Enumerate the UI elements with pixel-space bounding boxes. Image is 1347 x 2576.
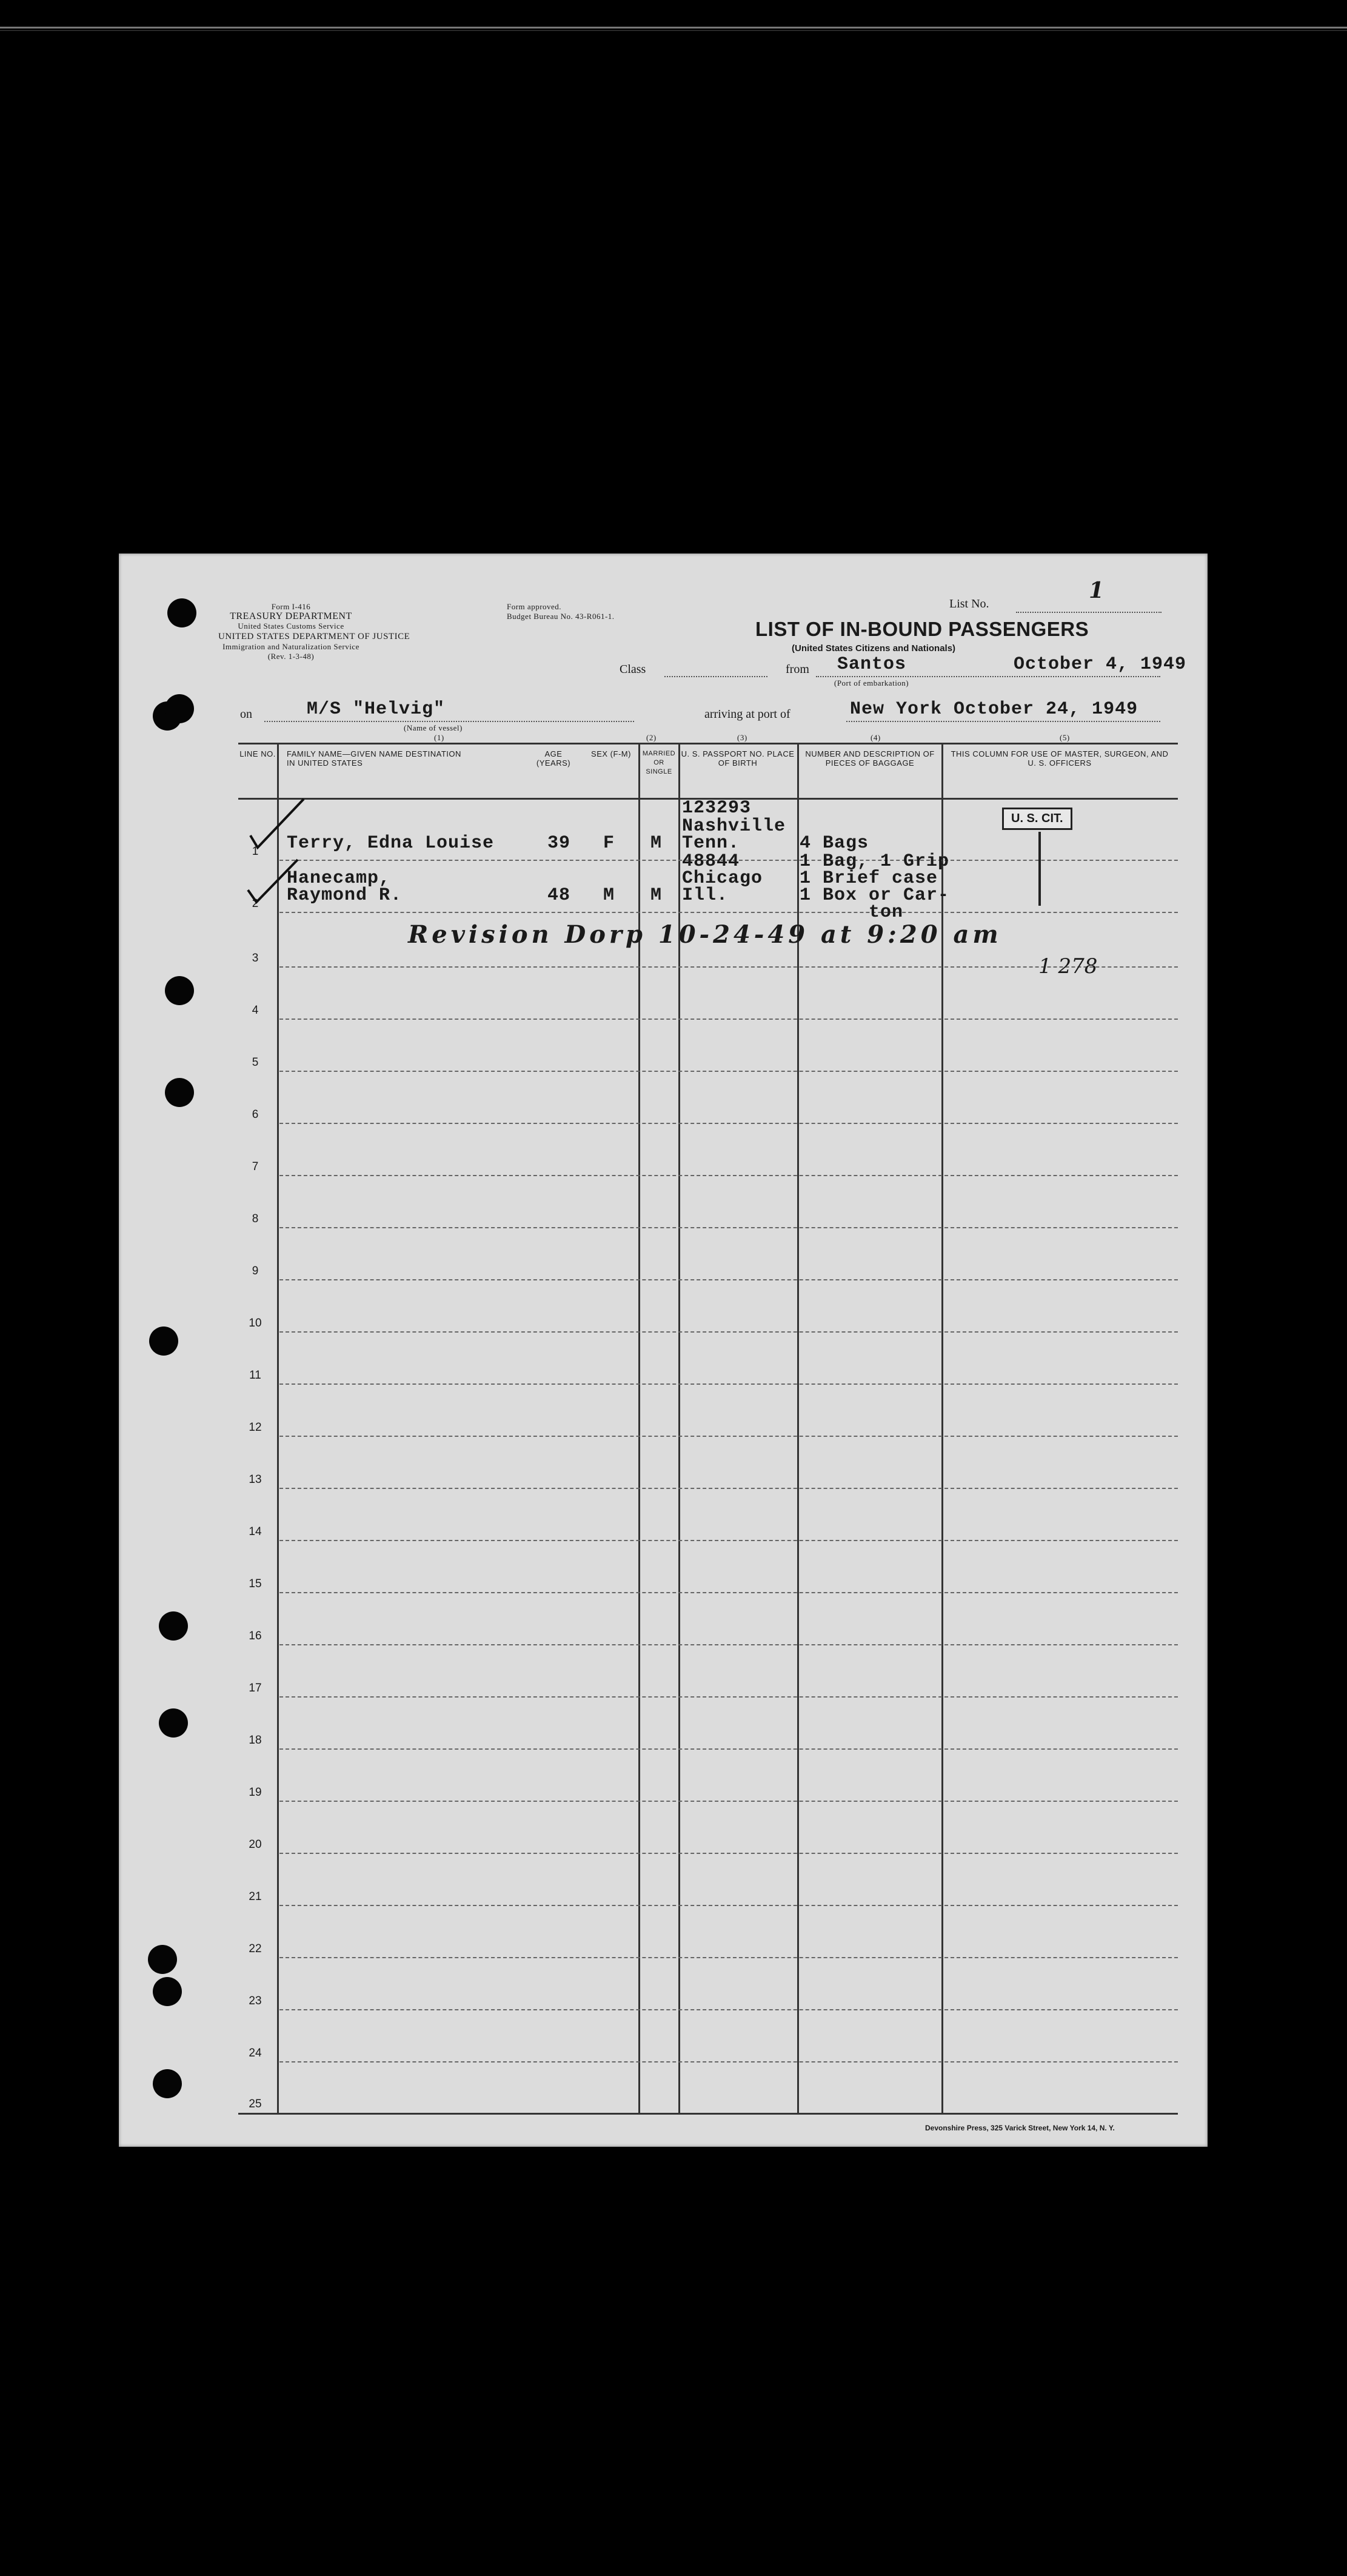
line-number: 21 [249, 1890, 262, 1903]
top-border-line-2 [0, 30, 1347, 31]
col-baggage: NUMBER AND DESCRIPTION OF PIECES OF BAGGAGE [805, 749, 935, 768]
col-divider [638, 744, 640, 2113]
line-number: 15 [249, 1577, 262, 1590]
list-no-value: 1 [1089, 578, 1105, 603]
baggage: 1 Bag, 1 Grip [800, 851, 950, 872]
class-line [664, 676, 767, 677]
col-divider [277, 744, 279, 2113]
embark-caption: (Port of embarkation) [834, 678, 909, 687]
punch-hole [165, 1078, 194, 1107]
col-divider [941, 744, 943, 2113]
baggage: 1 Brief case [800, 868, 938, 889]
punch-hole [159, 1611, 188, 1641]
punch-hole [153, 1977, 182, 2006]
passenger-name: Hanecamp, [287, 868, 391, 889]
row-line [279, 1227, 1178, 1228]
row-line [279, 1853, 1178, 1854]
col-num-4: (4) [871, 733, 881, 742]
passenger-marital: M [650, 833, 663, 854]
col-num-1: (1) [434, 733, 444, 742]
line-number: 25 [249, 2098, 262, 2110]
birth-city: Nashville [682, 816, 786, 837]
passenger-name-given: Raymond R. [287, 885, 403, 906]
row-line [279, 2061, 1178, 2062]
line-number: 6 [252, 1108, 259, 1121]
top-border-line [0, 27, 1347, 28]
line-number: 20 [249, 1838, 262, 1851]
on-label: on [240, 708, 252, 721]
passport-number: 48844 [682, 851, 740, 872]
col-name: FAMILY NAME—GIVEN NAME DESTINATION IN UNITED STATES [287, 749, 461, 768]
row-line [279, 2009, 1178, 2010]
row-line [279, 1175, 1178, 1176]
birth-state: Tenn. [682, 833, 740, 854]
baggage: 4 Bags [800, 833, 869, 854]
passenger-sex: M [603, 885, 615, 906]
row-line [279, 1383, 1178, 1385]
line-number: 2 [252, 897, 259, 910]
passenger-age: 39 [547, 833, 571, 854]
col-married: MARRIED OR SINGLE [642, 750, 676, 775]
line-number: 13 [249, 1473, 262, 1486]
line-number: 12 [249, 1421, 262, 1434]
vessel-caption: (Name of vessel) [404, 723, 463, 732]
col-sex: SEX (F-M) [591, 749, 631, 758]
form-title: LIST OF IN-BOUND PASSENGERS [755, 618, 1089, 640]
row-line [279, 1696, 1178, 1698]
handwritten-note: Revision Dorp 10-24-49 at 9:20 am [408, 920, 1002, 949]
citizenship-stamp: U. S. CIT. [1002, 808, 1072, 830]
row-line [279, 1488, 1178, 1489]
row-line [279, 1436, 1178, 1437]
dept-customs: United States Customs Service [238, 621, 344, 631]
punch-hole [165, 694, 194, 723]
checkmark-icon [238, 744, 311, 926]
punch-hole [149, 1326, 178, 1356]
line-number: 22 [249, 1942, 262, 1955]
col-officers: THIS COLUMN FOR USE OF MASTER, SURGEON, AND U. S. OFFICERS [951, 749, 1169, 768]
row-line [279, 1801, 1178, 1802]
punch-hole [153, 2069, 182, 2098]
list-no-line [1016, 612, 1161, 613]
row-line [279, 1019, 1178, 1020]
row-line [279, 1071, 1178, 1072]
row-line [279, 1123, 1178, 1124]
form-number: Form I-416 [271, 602, 311, 611]
col-num-5: (5) [1060, 733, 1070, 742]
stamp-stem [1038, 832, 1041, 906]
line-number: 8 [252, 1213, 259, 1225]
line-number: 17 [249, 1682, 262, 1694]
class-label: Class [620, 663, 646, 676]
revision: (Rev. 1-3-48) [267, 652, 315, 661]
row-line [279, 1540, 1178, 1541]
passport-number: 123293 [682, 798, 752, 818]
arrival-line [846, 721, 1160, 722]
budget-bureau: Budget Bureau No. 43-R061-1. [507, 612, 615, 621]
line-number: 11 [249, 1369, 261, 1382]
from-line [816, 676, 1160, 677]
col-divider [678, 744, 680, 2113]
baggage: 1 Box or Car- [800, 885, 950, 906]
passenger-table [238, 743, 1178, 2115]
line-number: 9 [252, 1265, 259, 1277]
form-sheet [119, 554, 1208, 2147]
birth-city: Chicago [682, 868, 763, 889]
line-number: 5 [252, 1056, 259, 1069]
line-number: 4 [252, 1004, 259, 1017]
line-number: 14 [249, 1525, 262, 1538]
printer-credit: Devonshire Press, 325 Varick Street, New York 14, N. Y. [925, 2124, 1115, 2132]
arriving-label: arriving at port of [704, 708, 790, 721]
dept-justice: UNITED STATES DEPARTMENT OF JUSTICE [218, 632, 410, 641]
line-number: 1 [252, 845, 259, 858]
baggage: ton [869, 902, 904, 923]
row-line [279, 1279, 1178, 1280]
row-line [279, 1905, 1178, 1906]
punch-hole [165, 976, 194, 1005]
from-label: from [786, 663, 809, 676]
col-divider [797, 744, 799, 2113]
vessel-name: M/S "Helvig" [307, 699, 446, 720]
form-approved: Form approved. [507, 602, 562, 611]
line-number: 18 [249, 1734, 262, 1747]
row-line [279, 1957, 1178, 1958]
birth-state: Ill. [682, 885, 729, 906]
line-number: 16 [249, 1630, 262, 1642]
passenger-name: Terry, Edna Louise [287, 833, 495, 854]
punch-hole [159, 1708, 188, 1738]
line-number: 24 [249, 2047, 262, 2059]
punch-hole [148, 1945, 177, 1974]
arrival-value: New York October 24, 1949 [850, 699, 1138, 720]
line-number: 7 [252, 1160, 259, 1173]
vessel-line [264, 721, 634, 722]
departure-date: October 4, 1949 [1014, 654, 1187, 675]
passenger-sex: F [603, 833, 615, 854]
from-value: Santos [837, 654, 907, 675]
col-line-no: LINE NO. [239, 749, 276, 758]
list-no-label: List No. [949, 597, 989, 611]
row-line [279, 912, 1178, 913]
line-number: 3 [252, 952, 259, 965]
handwritten-number: 1 278 [1038, 954, 1098, 979]
row-line [279, 1592, 1178, 1593]
col-passport: U. S. PASSPORT NO. PLACE OF BIRTH [681, 749, 795, 768]
col-num-2: (2) [646, 733, 657, 742]
dept-treasury: TREASURY DEPARTMENT [230, 611, 352, 621]
punch-hole [167, 598, 196, 627]
line-number: 19 [249, 1786, 262, 1799]
passenger-marital: M [650, 885, 663, 906]
dept-ins: Immigration and Naturalization Service [222, 642, 359, 651]
col-age: AGE (YEARS) [536, 749, 571, 768]
row-line [279, 1331, 1178, 1333]
line-number: 23 [249, 1995, 262, 2007]
col-num-3: (3) [737, 733, 747, 742]
row-line [279, 1748, 1178, 1750]
line-number: 10 [249, 1317, 262, 1330]
form-subtitle: (United States Citizens and Nationals) [792, 643, 956, 654]
passenger-age: 48 [547, 885, 571, 906]
row-line [279, 1644, 1178, 1645]
